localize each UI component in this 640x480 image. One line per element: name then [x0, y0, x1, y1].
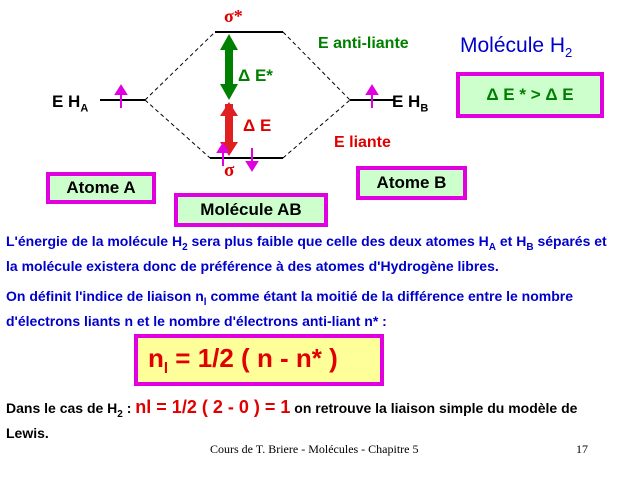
sigma-star-label: σ* [224, 6, 243, 26]
atome-b-label: Atome B [376, 173, 447, 192]
relation-text: Δ E * > Δ E [486, 85, 574, 104]
e-liante-label: E liante [334, 134, 391, 151]
footer-page-number: 17 [576, 442, 588, 456]
h2-formula: nl = 1/2 ( 2 - 0 ) = 1 [135, 397, 291, 417]
atome-b-box [356, 166, 467, 200]
e-anti-liante-label: E anti-liante [318, 35, 409, 52]
delta-e-star-arrow [220, 34, 238, 100]
molecule-ab-label: Molécule AB [200, 200, 302, 219]
atome-a-box [46, 172, 156, 204]
paragraph-energy: L'énergie de la molécule $H_2$ sera plus faible que celle des deux atomes $H_A$ et $H_B$ séparés et la molécule existera donc de préférence à des atomes d'Hydrogène libres. [6, 233, 607, 274]
paragraph-h2-case: Dans le cas de $H_2$ : nl = 1/2 ( 2 - 0 ) = 1 on retrouve la liaison simple du modèle de Lewis. [6, 397, 578, 441]
sigma-label: σ [224, 160, 235, 181]
paragraph-definition: On définit l'indice de liaison $n_l$ comme étant la moitié de la différence entre le nombre d'électrons liants n et le nombre d'électrons anti-liant n* : [6, 288, 574, 329]
formula-text: $n_l = 1/2$ ( n - n* ) [148, 342, 338, 378]
delta-e-label: Δ E [243, 116, 272, 135]
atome-a-label: Atome A [66, 178, 136, 197]
molecule-ab-box [174, 193, 328, 227]
footer-course: Cours de T. Briere - Molécules - Chapitre 5 [210, 442, 419, 456]
formula-box [134, 334, 384, 386]
molecule-h2-title: Molécule $H_2$ [460, 34, 573, 61]
delta-e-star-label: Δ E* [238, 66, 273, 85]
e-ha-label: E $H_A$ [52, 92, 89, 115]
relation-box [456, 72, 604, 118]
e-hb-label: E $H_B$ [392, 92, 429, 115]
